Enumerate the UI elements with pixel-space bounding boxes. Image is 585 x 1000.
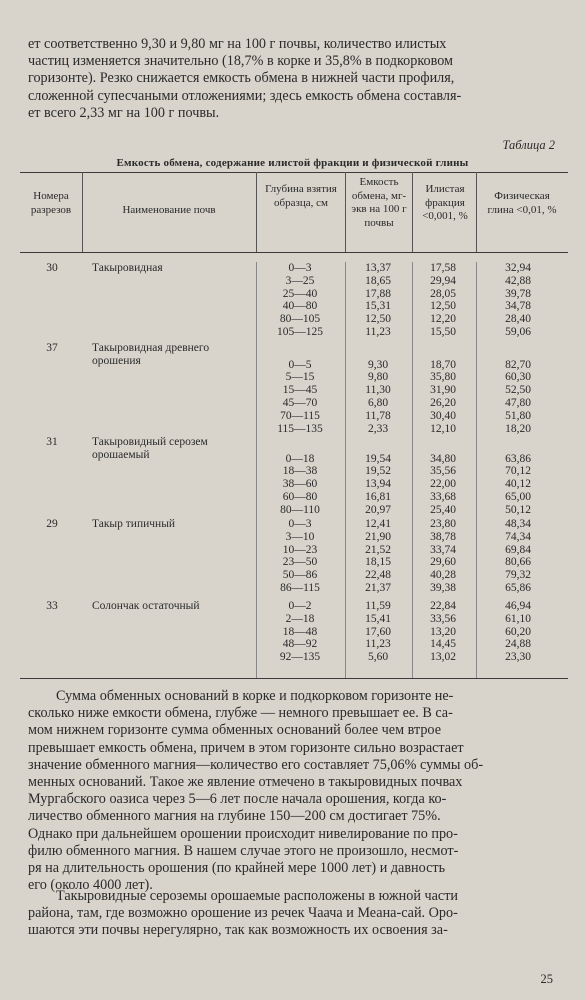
physical-clay-cell: 52,50: [505, 384, 531, 397]
physical-clay-cell: 23,30: [505, 651, 531, 664]
text-line: частиц изменяется значительно (18,7% в корке и 35,8% в подкорковом: [28, 53, 454, 70]
header-cell: Физическая глина <0,01, %: [487, 190, 557, 216]
clay-fraction-cell: 13,20: [430, 625, 456, 638]
exchange-capacity-cell: 6,80: [367, 397, 389, 410]
physical-clay-cell: 80,66: [505, 556, 531, 569]
footer-paragraph: [28, 888, 558, 940]
text-line: Сумма обменных оснований в корке и подкорковом горизонте не-: [56, 688, 454, 704]
physical-clay-cell: 18,20: [505, 422, 531, 435]
physical-clay-cell: 65,00: [505, 491, 531, 504]
exchange-capacity-cell: 11,23: [365, 326, 391, 338]
clay-fraction-cell: 29,94: [430, 274, 456, 287]
depth-cell: 70—115: [280, 409, 320, 422]
exchange-capacity-cell: 15,41: [365, 612, 391, 625]
header-divider: [476, 172, 477, 252]
header-divider: [82, 172, 83, 252]
physical-clay-cell: 48,34: [505, 518, 531, 530]
depth-cell: 48—92: [282, 638, 318, 651]
text-line: личество обменного магния на глубине 150—200 см достигает 75%.: [28, 808, 441, 825]
clay-fraction-cell: 30,40: [430, 409, 456, 422]
depth-cell: 10—23: [282, 543, 318, 556]
clay-fraction-cell: 25,40: [430, 503, 456, 516]
physical-clay-cell: 61,10: [505, 612, 531, 625]
exchange-capacity-cell: 19,54: [365, 452, 391, 465]
page-number: 25: [540, 972, 553, 986]
clay-fraction-cell: 18,70: [430, 358, 456, 371]
physical-clay-cell: 63,86: [505, 452, 531, 465]
text-line: сложенной супесчаными отложениями; здесь емкость обмена составля-: [28, 87, 462, 104]
text-line: сколько ниже емкости обмена, глубже — немного превышает ее. В са-: [28, 705, 453, 722]
depth-cell: 23—50: [282, 556, 318, 569]
depth-cell: 0—5: [288, 358, 312, 371]
exchange-capacity-cell: 11,23: [365, 638, 391, 651]
physical-clay-cell: 59,06: [505, 326, 531, 338]
text-line: Мургабского оазиса через 5—6 лет после начала орошения, когда ко-: [28, 791, 447, 808]
text-line: филю обменного магния. В нашем случае этого не произошло, несмот-: [28, 842, 459, 859]
clay-fraction-cell: 26,20: [430, 397, 456, 410]
depth-cell: 40—80: [282, 300, 318, 313]
depth-cell: 86—115: [280, 582, 320, 594]
profile-number: 33: [46, 600, 58, 612]
column-divider: [476, 262, 477, 678]
depth-cell: 2—18: [285, 612, 315, 625]
depth-cell: 5—15: [285, 371, 315, 384]
physical-clay-cell: 69,84: [505, 543, 531, 556]
column-divider: [412, 262, 413, 678]
clay-fraction-cell: 39,38: [430, 582, 456, 594]
exchange-capacity-cell: 13,94: [365, 478, 391, 491]
header-cell: Номера разрезов: [30, 190, 72, 216]
depth-cell: 15—45: [282, 384, 318, 397]
clay-fraction-cell: 15,50: [430, 326, 456, 338]
clay-fraction-cell: 31,90: [430, 384, 456, 397]
header-cell: Емкость обмена, мг-экв на 100 г почвы: [351, 176, 407, 229]
exchange-capacity-cell: 2,33: [367, 422, 389, 435]
exchange-capacity-cell: 13,37: [365, 262, 391, 274]
exchange-capacity-cell: 9,30: [367, 358, 389, 371]
soil-name: Такыр типичный: [92, 518, 176, 530]
soil-name: Такыровидная: [92, 262, 163, 274]
soil-name: Солончак остаточный: [92, 600, 200, 612]
clay-fraction-cell: 23,80: [430, 518, 456, 530]
header-cell: Илистая фракция <0,001, %: [422, 183, 468, 222]
profile-number: 29: [46, 518, 58, 530]
intro-paragraph: [28, 36, 558, 122]
header-cell: Глубина взятия образца, см: [265, 183, 337, 209]
exchange-capacity-cell: 5,60: [367, 651, 389, 664]
table-bottom-rule: [20, 678, 568, 679]
profile-number: 31: [46, 436, 58, 448]
depth-cell: 45—70: [282, 397, 318, 410]
depth-cell: 3—10: [285, 530, 315, 543]
table-top-rule: [20, 172, 568, 173]
exchange-capacity-cell: 15,31: [365, 300, 391, 313]
clay-fraction-cell: 34,80: [430, 452, 456, 465]
header-divider: [256, 172, 257, 252]
body-paragraph: [28, 688, 558, 894]
exchange-capacity-cell: 22,48: [365, 569, 391, 582]
exchange-capacity-cell: 9,80: [367, 371, 389, 384]
exchange-capacity-cell: 18,65: [365, 274, 391, 287]
clay-fraction-cell: 33,68: [430, 491, 456, 504]
soil-name: Такыровидный серозем орошаемый: [92, 436, 208, 461]
exchange-capacity-cell: 21,52: [365, 543, 391, 556]
exchange-capacity-cell: 19,52: [365, 465, 391, 478]
exchange-capacity-cell: 17,88: [365, 287, 391, 300]
physical-clay-cell: 79,32: [505, 569, 531, 582]
header-divider: [345, 172, 346, 252]
depth-cell: 50—86: [282, 569, 318, 582]
depth-cell: 18—48: [282, 625, 318, 638]
exchange-capacity-cell: 17,60: [365, 625, 391, 638]
header-divider: [412, 172, 413, 252]
table-header-rule: [20, 252, 568, 253]
physical-clay-cell: 60,30: [505, 371, 531, 384]
exchange-capacity-cell: 12,50: [365, 313, 391, 326]
physical-clay-cell: 24,88: [505, 638, 531, 651]
physical-clay-cell: 50,12: [505, 503, 531, 516]
clay-fraction-cell: 33,74: [430, 543, 456, 556]
clay-fraction-cell: 12,20: [430, 313, 456, 326]
depth-cell: 0—3: [288, 518, 312, 530]
physical-clay-cell: 40,12: [505, 478, 531, 491]
clay-fraction-cell: 14,45: [430, 638, 456, 651]
soil-name: Такыровидная древнего орошения: [92, 342, 210, 367]
text-line: Однако при дальнейшем орошении происходит нивелирование по про-: [28, 825, 458, 842]
text-line: ря на длительность орошения (по крайней мере 1000 лет) и давность: [28, 860, 446, 877]
physical-clay-cell: 51,80: [505, 409, 531, 422]
exchange-capacity-cell: 11,59: [365, 600, 391, 612]
physical-clay-cell: 47,80: [505, 397, 531, 410]
depth-cell: 115—135: [277, 422, 323, 435]
clay-fraction-cell: 35,80: [430, 371, 456, 384]
exchange-capacity-cell: 21,37: [365, 582, 391, 594]
exchange-capacity-cell: 12,41: [365, 518, 391, 530]
text-line: ет соответственно 9,30 и 9,80 мг на 100 г почвы, количество илистых: [28, 36, 447, 52]
header-cell: Наименование почв: [122, 204, 216, 216]
text-line: превышает емкость обмена, причем в этом горизонте сильно возрастает: [28, 739, 464, 756]
clay-fraction-cell: 12,50: [430, 300, 456, 313]
physical-clay-cell: 60,20: [505, 625, 531, 638]
clay-fraction-cell: 28,05: [430, 287, 456, 300]
text-line: Такыровидные сероземы орошаемые расположены в южной части: [56, 888, 459, 904]
text-line: менных оснований. Такое же явление отмечено в такыровидных почвах: [28, 774, 463, 791]
exchange-capacity-cell: 11,30: [365, 384, 391, 397]
text-line: его (около 4000 лет).: [28, 877, 153, 894]
physical-clay-cell: 39,78: [505, 287, 531, 300]
depth-cell: 38—60: [282, 478, 318, 491]
table-label: Таблица 2: [502, 138, 555, 152]
physical-clay-cell: 74,34: [505, 530, 531, 543]
clay-fraction-cell: 40,28: [430, 569, 456, 582]
text-line: мом нижнем горизонте сумма обменных оснований более чем втрое: [28, 722, 441, 739]
text-line: горизонте). Резко снижается емкость обмена в нижней части профиля,: [28, 70, 455, 87]
clay-fraction-cell: 38,78: [430, 530, 456, 543]
depth-cell: 80—110: [280, 503, 320, 516]
depth-cell: 0—18: [285, 452, 315, 465]
profile-number: 30: [46, 262, 58, 274]
depth-cell: 3—25: [285, 274, 315, 287]
profile-number: 37: [46, 342, 58, 354]
depth-cell: 0—2: [288, 600, 312, 612]
clay-fraction-cell: 22,84: [430, 600, 456, 612]
physical-clay-cell: 42,88: [505, 274, 531, 287]
depth-cell: 60—80: [282, 491, 318, 504]
clay-fraction-cell: 13,02: [430, 651, 456, 664]
exchange-capacity-cell: 21,90: [365, 530, 391, 543]
exchange-capacity-cell: 16,81: [365, 491, 391, 504]
physical-clay-cell: 70,12: [505, 465, 531, 478]
text-line: района, там, где возможно орошение из речек Чаача и Меана-сай. Оро-: [28, 905, 458, 922]
clay-fraction-cell: 33,56: [430, 612, 456, 625]
clay-fraction-cell: 22,00: [430, 478, 456, 491]
depth-cell: 0—3: [288, 262, 312, 274]
clay-fraction-cell: 29,60: [430, 556, 456, 569]
physical-clay-cell: 32,94: [505, 262, 531, 274]
physical-clay-cell: 82,70: [505, 358, 531, 371]
depth-cell: 80—105: [279, 313, 321, 326]
depth-cell: 105—125: [277, 326, 323, 338]
text-line: шаются эти почвы нерегулярно, так как возможность их освоения за-: [28, 922, 448, 939]
exchange-capacity-cell: 18,15: [365, 556, 391, 569]
depth-cell: 25—40: [282, 287, 318, 300]
exchange-capacity-cell: 20,97: [365, 503, 391, 516]
physical-clay-cell: 46,94: [505, 600, 531, 612]
column-divider: [256, 262, 257, 678]
depth-cell: 18—38: [282, 465, 318, 478]
text-line: ет всего 2,33 мг на 100 г почвы.: [28, 104, 220, 121]
table-title: Емкость обмена, содержание илистой фракции и физической глины: [116, 157, 469, 169]
clay-fraction-cell: 35,56: [430, 465, 456, 478]
clay-fraction-cell: 17,58: [430, 262, 456, 274]
column-divider: [345, 262, 346, 678]
exchange-capacity-cell: 11,78: [365, 409, 391, 422]
depth-cell: 92—135: [279, 651, 321, 664]
physical-clay-cell: 65,86: [505, 582, 531, 594]
physical-clay-cell: 34,78: [505, 300, 531, 313]
physical-clay-cell: 28,40: [505, 313, 531, 326]
clay-fraction-cell: 12,10: [430, 422, 456, 435]
text-line: значение обменного магния—количество его составляет 75,06% суммы об-: [28, 756, 484, 773]
